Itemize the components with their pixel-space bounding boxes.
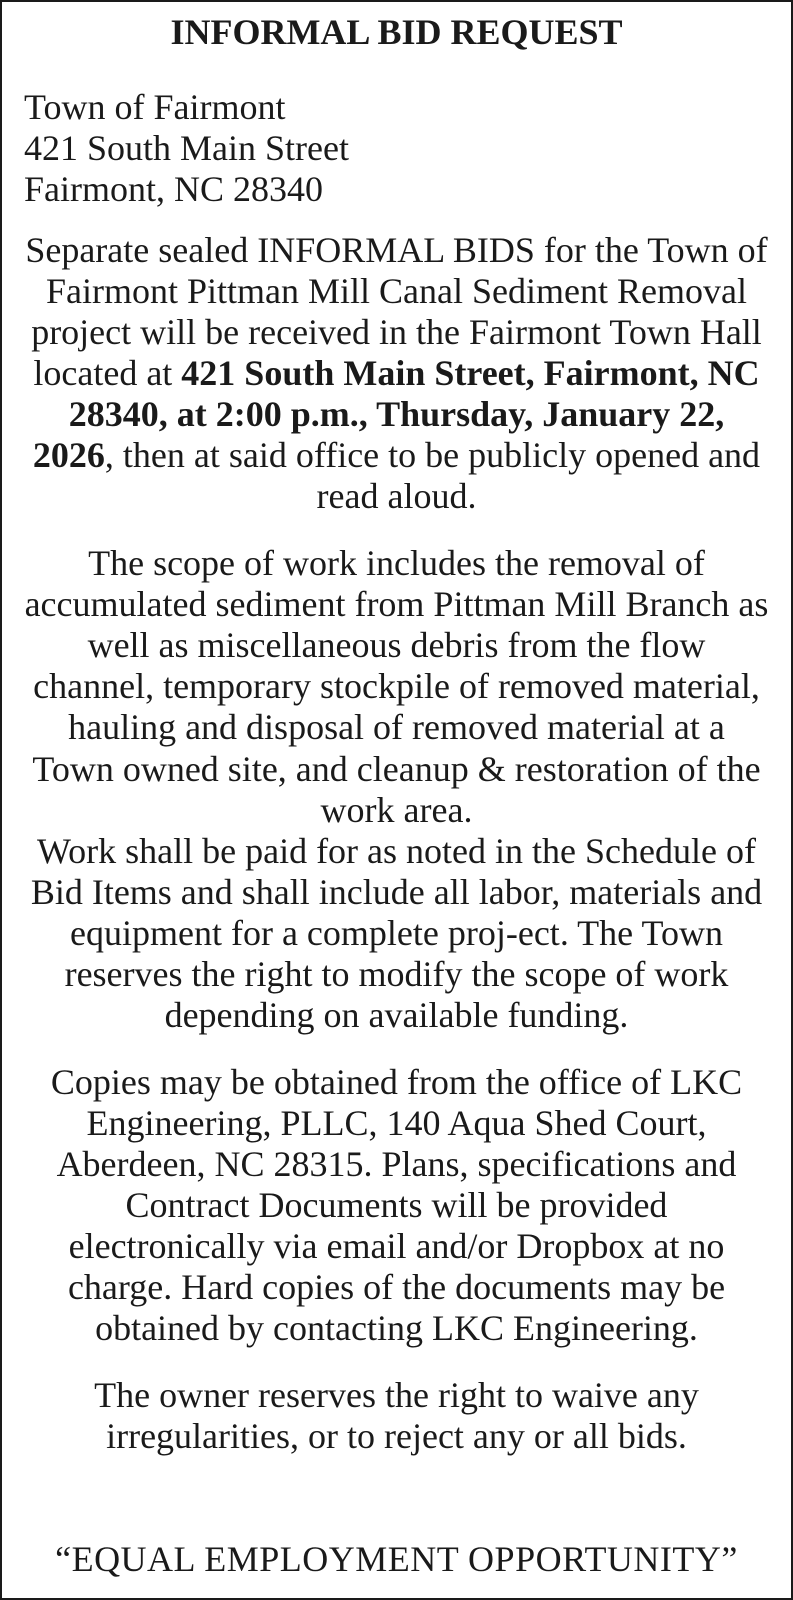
address-line-town: Town of Fairmont: [24, 87, 286, 128]
bid-outro-text: , then at said office to be publicly opened and read aloud.: [104, 435, 761, 517]
bid-intro-text: Separate sealed INFORMAL BIDS for the Town of Fairmont Pittman Mill Canal Sediment Removal project will be received in the Fairmont Town Hall located at: [25, 230, 768, 394]
notice-title: INFORMAL BID REQUEST: [170, 12, 623, 52]
equal-opportunity-footer: “EQUAL EMPLOYMENT OPPORTUNITY”: [55, 1538, 738, 1579]
scope-paragraph: The scope of work includes the removal of accumulated sediment from Pittman Mill Branch as well as miscellaneous debris from the flow channel, temporary stockpile of removed material, hauling and disposal of removed material at a Town owned site, and cleanup & restoration of the work area.: [24, 543, 769, 830]
address-block: [24, 87, 769, 210]
address-line-city: Fairmont, NC 28340: [24, 169, 324, 210]
address-line-street: 421 South Main Street: [24, 128, 349, 169]
copies-paragraph: Copies may be obtained from the office of LKC Engineering, PLLC, 140 Aqua Shed Court, Aberdeen, NC 28315. Plans, specifications and Contract Documents will be provided electronically via email and/or Dropbox at no charge. Hard copies of the documents may be obtained by contacting LKC Engineering.: [50, 1061, 743, 1348]
bid-location-text: 421 South Main Street, Fairmont, NC 28340, at 2:00 p.m., Thursday, January 22, 2026: [32, 353, 760, 476]
payment-paragraph: Work shall be paid for as noted in the Schedule of Bid Items and shall include all labor, materials and equipment for a complete proj-ect. The Town reserves the right to modify the scope of work depending on available funding.: [30, 830, 763, 1035]
bid-paragraph: [24, 230, 769, 517]
reserve-paragraph: The owner reserves the right to waive any irregularities, or to reject any or all bids.: [94, 1374, 699, 1456]
